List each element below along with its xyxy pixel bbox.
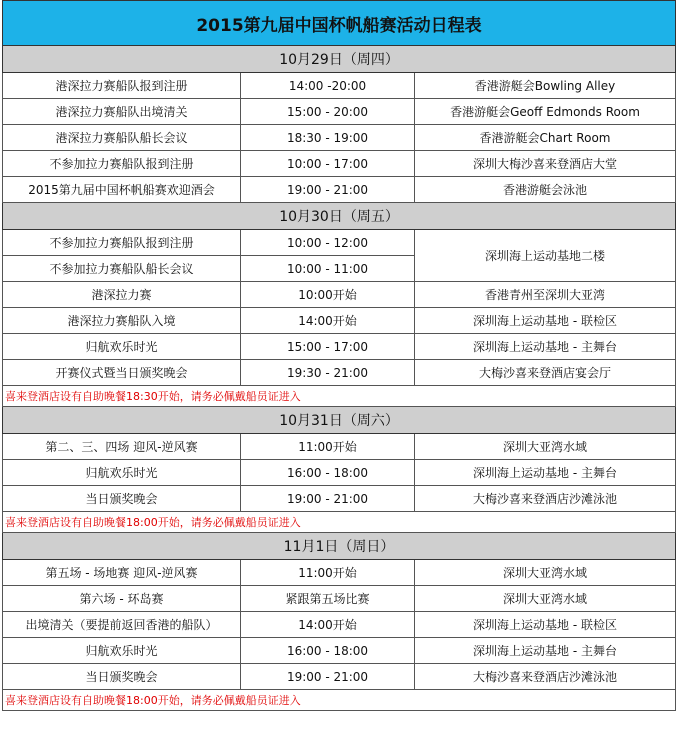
- time-cell: 15:00 - 17:00: [241, 334, 415, 360]
- event-cell: 第二、三、四场 迎风-逆风赛: [3, 434, 241, 460]
- schedule-table: [2, 0, 676, 711]
- time-cell: 紧跟第五场比赛: [241, 586, 415, 612]
- schedule-title: 2015第九届中国杯帆船赛活动日程表: [3, 1, 676, 46]
- venue-cell: 香港游艇会泳池: [415, 177, 676, 203]
- venue-cell: 香港青州至深圳大亚湾: [415, 282, 676, 308]
- table-row: [3, 230, 676, 256]
- venue-cell: 深圳海上运动基地 - 联检区: [415, 612, 676, 638]
- time-cell: 14:00 -20:00: [241, 73, 415, 99]
- venue-cell: 香港游艇会Bowling Alley: [415, 73, 676, 99]
- note-row: [3, 512, 676, 533]
- time-cell: 15:00 - 20:00: [241, 99, 415, 125]
- venue-cell: 深圳海上运动基地二楼: [415, 230, 676, 282]
- venue-cell: 大梅沙喜来登酒店沙滩泳池: [415, 664, 676, 690]
- table-row: [3, 360, 676, 386]
- time-cell: 19:00 - 21:00: [241, 177, 415, 203]
- event-cell: 港深拉力赛船队入境: [3, 308, 241, 334]
- table-row: [3, 612, 676, 638]
- event-cell: 归航欢乐时光: [3, 460, 241, 486]
- event-cell: 归航欢乐时光: [3, 638, 241, 664]
- event-cell: 不参加拉力赛船队报到注册: [3, 151, 241, 177]
- venue-cell: 深圳海上运动基地 - 联检区: [415, 308, 676, 334]
- time-cell: 10:00 - 17:00: [241, 151, 415, 177]
- day-header: [3, 407, 676, 434]
- event-cell: 港深拉力赛船队出境清关: [3, 99, 241, 125]
- table-row: [3, 486, 676, 512]
- note-row: [3, 690, 676, 711]
- time-cell: 19:00 - 21:00: [241, 664, 415, 690]
- venue-cell: 大梅沙喜来登酒店宴会厅: [415, 360, 676, 386]
- table-row: [3, 664, 676, 690]
- event-cell: 当日颁奖晚会: [3, 664, 241, 690]
- time-cell: 10:00 - 11:00: [241, 256, 415, 282]
- venue-cell: 深圳海上运动基地 - 主舞台: [415, 460, 676, 486]
- venue-cell: 深圳大梅沙喜来登酒店大堂: [415, 151, 676, 177]
- event-cell: 港深拉力赛: [3, 282, 241, 308]
- table-row: [3, 308, 676, 334]
- event-cell: 2015第九届中国杯帆船赛欢迎酒会: [3, 177, 241, 203]
- day-label: 11月1日（周日）: [3, 533, 676, 560]
- event-cell: 第六场 - 环岛赛: [3, 586, 241, 612]
- venue-cell: 香港游艇会Chart Room: [415, 125, 676, 151]
- event-cell: 港深拉力赛船队船长会议: [3, 125, 241, 151]
- venue-cell: 深圳海上运动基地 - 主舞台: [415, 638, 676, 664]
- dinner-note: 喜来登酒店设有自助晚餐18:00开始，请务必佩戴船员证进入: [3, 512, 676, 533]
- table-row: [3, 282, 676, 308]
- event-cell: 不参加拉力赛船队船长会议: [3, 256, 241, 282]
- time-cell: 16:00 - 18:00: [241, 638, 415, 664]
- day-label: 10月31日（周六）: [3, 407, 676, 434]
- day-label: 10月29日（周四）: [3, 46, 676, 73]
- table-row: [3, 177, 676, 203]
- table-row: [3, 460, 676, 486]
- event-cell: 港深拉力赛船队报到注册: [3, 73, 241, 99]
- time-cell: 16:00 - 18:00: [241, 460, 415, 486]
- note-row: [3, 386, 676, 407]
- table-row: [3, 125, 676, 151]
- table-row: [3, 99, 676, 125]
- event-cell: 归航欢乐时光: [3, 334, 241, 360]
- time-cell: 18:30 - 19:00: [241, 125, 415, 151]
- venue-cell: 香港游艇会Geoff Edmonds Room: [415, 99, 676, 125]
- day-header: [3, 46, 676, 73]
- event-cell: 不参加拉力赛船队报到注册: [3, 230, 241, 256]
- schedule-document: [2, 0, 675, 711]
- table-row: [3, 560, 676, 586]
- event-cell: 第五场 - 场地赛 迎风-逆风赛: [3, 560, 241, 586]
- dinner-note: 喜来登酒店设有自助晚餐18:30开始，请务必佩戴船员证进入: [3, 386, 676, 407]
- venue-cell: 深圳大亚湾水域: [415, 560, 676, 586]
- event-cell: 出境清关（要提前返回香港的船队）: [3, 612, 241, 638]
- table-row: [3, 73, 676, 99]
- venue-cell: 大梅沙喜来登酒店沙滩泳池: [415, 486, 676, 512]
- day-label: 10月30日（周五）: [3, 203, 676, 230]
- time-cell: 11:00开始: [241, 434, 415, 460]
- venue-cell: 深圳海上运动基地 - 主舞台: [415, 334, 676, 360]
- event-cell: 当日颁奖晚会: [3, 486, 241, 512]
- event-cell: 开赛仪式暨当日颁奖晚会: [3, 360, 241, 386]
- time-cell: 10:00开始: [241, 282, 415, 308]
- time-cell: 14:00开始: [241, 308, 415, 334]
- table-row: [3, 151, 676, 177]
- table-row: [3, 586, 676, 612]
- venue-cell: 深圳大亚湾水域: [415, 434, 676, 460]
- time-cell: 10:00 - 12:00: [241, 230, 415, 256]
- day-header: [3, 203, 676, 230]
- table-row: [3, 638, 676, 664]
- time-cell: 11:00开始: [241, 560, 415, 586]
- dinner-note: 喜来登酒店设有自助晚餐18:00开始，请务必佩戴船员证进入: [3, 690, 676, 711]
- time-cell: 19:30 - 21:00: [241, 360, 415, 386]
- table-row: [3, 334, 676, 360]
- title-row: [3, 1, 676, 46]
- venue-cell: 深圳大亚湾水域: [415, 586, 676, 612]
- time-cell: 19:00 - 21:00: [241, 486, 415, 512]
- day-header: [3, 533, 676, 560]
- time-cell: 14:00开始: [241, 612, 415, 638]
- table-row: [3, 434, 676, 460]
